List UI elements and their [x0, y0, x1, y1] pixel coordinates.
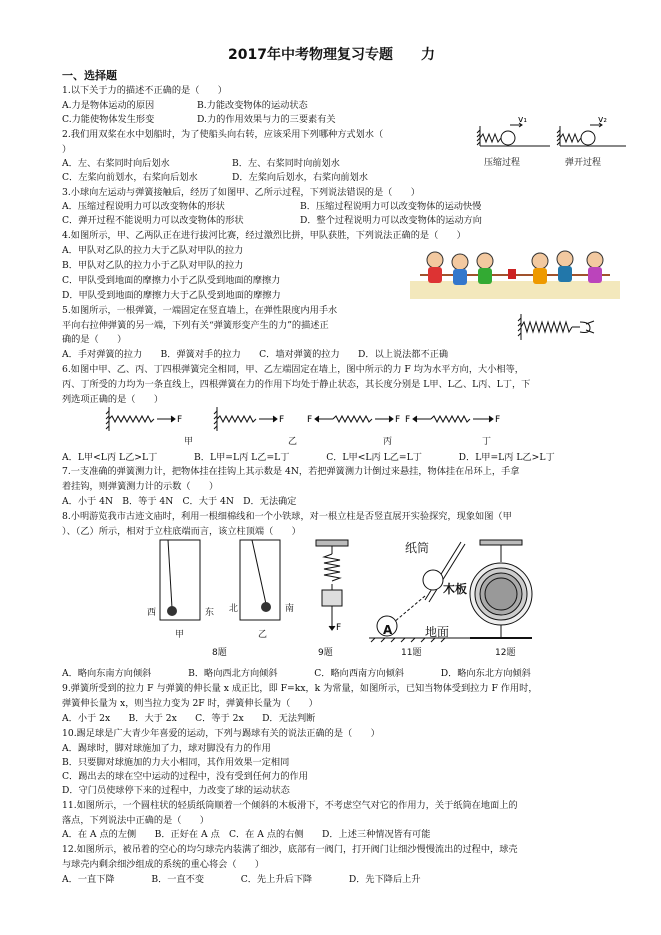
question-5-cont2: 确的是（ ）	[62, 334, 127, 345]
label-point-a: A	[383, 623, 393, 637]
figure-8-pillar-plumb	[142, 538, 295, 628]
q2-option-d: D．左桨向后划水，右桨向前划水	[232, 172, 368, 183]
q5-options: A．手对弹簧的拉力 B．弹簧对手的拉力 C．墙对弹簧的拉力 D．以上说法都不正确	[62, 349, 449, 360]
q10-option-b: B．只要脚对球施加的力大小相同，其作用效果一定相同	[62, 757, 290, 768]
q10-option-c: C．踢出去的球在空中运动的过程中，没有受到任何力的作用	[62, 771, 308, 782]
q11-options: A．在 A 点的左侧 B．正好在 A 点 C．在 A 点的右侧 D．上述三种情况皆有可能	[62, 829, 431, 840]
q2-option-b: B．左、右桨同时向前划水	[232, 158, 340, 169]
label-muban: 木板	[443, 582, 468, 596]
figure-spring-hand	[518, 312, 608, 342]
question-5: 5.如图所示，一根弹簧，一端固定在竖直墙上，在弹性限度内用手水	[62, 305, 338, 316]
question-9-cont: 弹簧伸长量为 x，则当拉力变为 2F 时，弹簧伸长量为（ ）	[62, 698, 318, 709]
fig9-force-label: F	[336, 623, 342, 633]
question-11: 11.如图所示，一个圆柱状的轻质纸筒顺着一个倾斜的木板滑下，不考虑空气对它的作用力，关于纸筒在地面上的	[62, 800, 518, 811]
label-bei: 北	[229, 604, 239, 614]
force-label-ding-left: F	[405, 415, 411, 425]
q3-option-b: B．压缩过程说明力可以改变物体的运动快慢	[300, 201, 482, 212]
q1-option-c: C.力能使物体发生形变	[62, 114, 155, 125]
question-10: 10.踢足球是广大青少年喜爱的运动，下列与踢球有关的说法正确的是（ ）	[62, 728, 380, 739]
page-title: 2017年中考物理复习专题 力	[228, 47, 435, 63]
label-yi: 乙	[288, 437, 298, 447]
question-8: 8.小明游览我市古迹文庙时，利用一根细棉线和一个小铁球，对一根立柱是否竖直展开实验探究，现象如图（甲	[62, 511, 512, 522]
force-label-bing-right: F	[395, 415, 401, 425]
question-12: 12.如图所示，被吊着的空心的均匀球壳内装满了细沙，底部有一阀门，打开阀门让细沙慢慢流出的过程中，球壳	[62, 844, 518, 855]
q10-option-d: D．守门员使球停下来的过程中，力改变了球的运动状态	[62, 785, 290, 796]
figure-12-sphere	[466, 538, 536, 646]
question-6: 6.如图中甲、乙、丙、丁四根弹簧完全相同，甲、乙左端固定在墙上，图中所示的力 F 均为水平方向，大小相等，	[62, 364, 524, 375]
q2-option-a: A．左、右桨同时向后划水	[62, 158, 170, 169]
tug-of-war-illustration	[410, 245, 620, 305]
q4-option-b: B．甲队对乙队的拉力小于乙队对甲队的拉力	[62, 260, 244, 271]
question-1: 1.以下关于力的描述不正确的是（ ）	[62, 85, 227, 96]
force-label-yi: F	[279, 415, 285, 425]
label-zhitong: 纸筒	[405, 541, 430, 555]
q4-option-d: D．甲队受到地面的摩擦力大于乙队受到地面的摩擦力	[62, 290, 281, 301]
question-4: 4.如图所示，甲、乙两队正在进行拔河比赛，经过激烈比拼，甲队获胜，下列说法正确的是（ ）	[62, 230, 466, 241]
q4-option-a: A．甲队对乙队的拉力大于乙队对甲队的拉力	[62, 245, 244, 256]
label-fig8-yi: 乙	[258, 630, 268, 640]
question-3: 3.小球向左运动与弹簧接触后，经历了如图甲、乙所示过程，下列说法错误的是（ ）	[62, 187, 420, 198]
figure-four-springs	[105, 405, 525, 435]
caption-fig8: 8题	[212, 648, 227, 658]
label-bing: 丙	[383, 437, 393, 447]
caption-fig11: 11题	[401, 648, 422, 658]
question-6-cont: 丙、丁所受的力均为一条直线上，四根弹簧在力的作用下均处于静止状态，其长度分别是 L甲、L乙、L丙、L丁，下	[62, 379, 531, 390]
label-ding: 丁	[482, 437, 492, 447]
q4-option-c: C．甲队受到地面的摩擦力小于乙队受到地面的摩擦力	[62, 275, 281, 286]
label-nan: 南	[285, 604, 295, 614]
v2-label: v₂	[598, 115, 607, 125]
label-dong: 东	[205, 608, 215, 618]
question-8-cont: ）、（乙）所示，相对于立柱底端而言，该立柱顶端（ ）	[62, 526, 301, 537]
question-6-cont2: 列选项正确的是（ ）	[62, 394, 164, 405]
question-12-cont: 与球壳内剩余细沙组成的系统的重心将会（ ）	[62, 859, 265, 870]
q10-option-a: A．踢球时，脚对球施加了力，球对脚没有力的作用	[62, 743, 271, 754]
label-xi: 西	[147, 608, 157, 618]
question-7-cont: 着挂钩，则弹簧测力计的示数（ ）	[62, 481, 219, 492]
q6-options: A．L甲<L丙 L乙>L丁 B．L甲=L丙 L乙=L丁 C．L甲<L丙 L乙=L丁 D．L甲=L丙 L乙>L丁	[62, 452, 555, 463]
label-jia: 甲	[184, 437, 194, 447]
caption-fig9: 9题	[318, 648, 333, 658]
q3-option-a: A．压缩过程说明力可以改变物体的形状	[62, 201, 225, 212]
question-2-cont: ）	[62, 144, 72, 155]
question-2: 2.我们用双桨在水中划船时，为了使船头向右转，应该采用下列哪种方式划水（	[62, 129, 384, 140]
question-11-cont: 落点，下列说法中正确的是（ ）	[62, 815, 209, 826]
q9-options: A．小于 2x B．大于 2x C．等于 2x D．无法判断	[62, 713, 316, 724]
v1-label: v₁	[518, 115, 527, 125]
q1-option-d: D.力的作用效果与力的三要素有关	[197, 114, 336, 125]
q7-options: A．小于 4N B．等于 4N C．大于 4N D．无法确定	[62, 496, 297, 507]
force-label-jia: F	[177, 415, 183, 425]
q1-option-b: B.力能改变物体的运动状态	[197, 100, 308, 111]
q3-option-c: C．弹开过程不能说明力可以改变物体的形状	[62, 215, 244, 226]
section-heading: 一、选择题	[62, 69, 117, 82]
q12-options: A．一直下降 B．一直不变 C．先上升后下降 D．先下降后上升	[62, 874, 421, 885]
label-fig8-jia: 甲	[175, 630, 185, 640]
figure-9-spring-block	[314, 538, 354, 638]
release-caption: 弹开过程	[565, 158, 602, 168]
q3-option-d: D．整个过程说明力可以改变物体的运动方向	[300, 215, 482, 226]
question-9: 9.弹簧所受到的拉力 F 与弹簧的伸长量 x 成正比，即 F=kx，k 为常量，如图所示，已知当物体受到拉力 F 作用时，	[62, 683, 538, 694]
q2-option-c: C．左桨向前划水，右桨向后划水	[62, 172, 198, 183]
force-label-ding-right: F	[495, 415, 501, 425]
caption-fig12: 12题	[495, 648, 516, 658]
question-7: 7.一支准确的弹簧测力计，把物体挂在挂钩上其示数是 4N，若把弹簧测力计倒过来悬挂，物体挂在吊环上，手拿	[62, 466, 520, 477]
force-label-bing-left: F	[307, 415, 313, 425]
q8-options: A．略向东南方向倾斜 B．略向西北方向倾斜 C．略向西南方向倾斜 D．略向东北方向倾斜	[62, 668, 531, 679]
label-dimian: 地面	[425, 625, 450, 639]
question-5-cont: 平向右拉伸弹簧的另一端，下列有关“弹簧形变产生的力”的描述正	[62, 320, 329, 331]
q1-option-a: A.力是物体运动的原因	[62, 100, 155, 111]
compress-caption: 压缩过程	[484, 158, 521, 168]
